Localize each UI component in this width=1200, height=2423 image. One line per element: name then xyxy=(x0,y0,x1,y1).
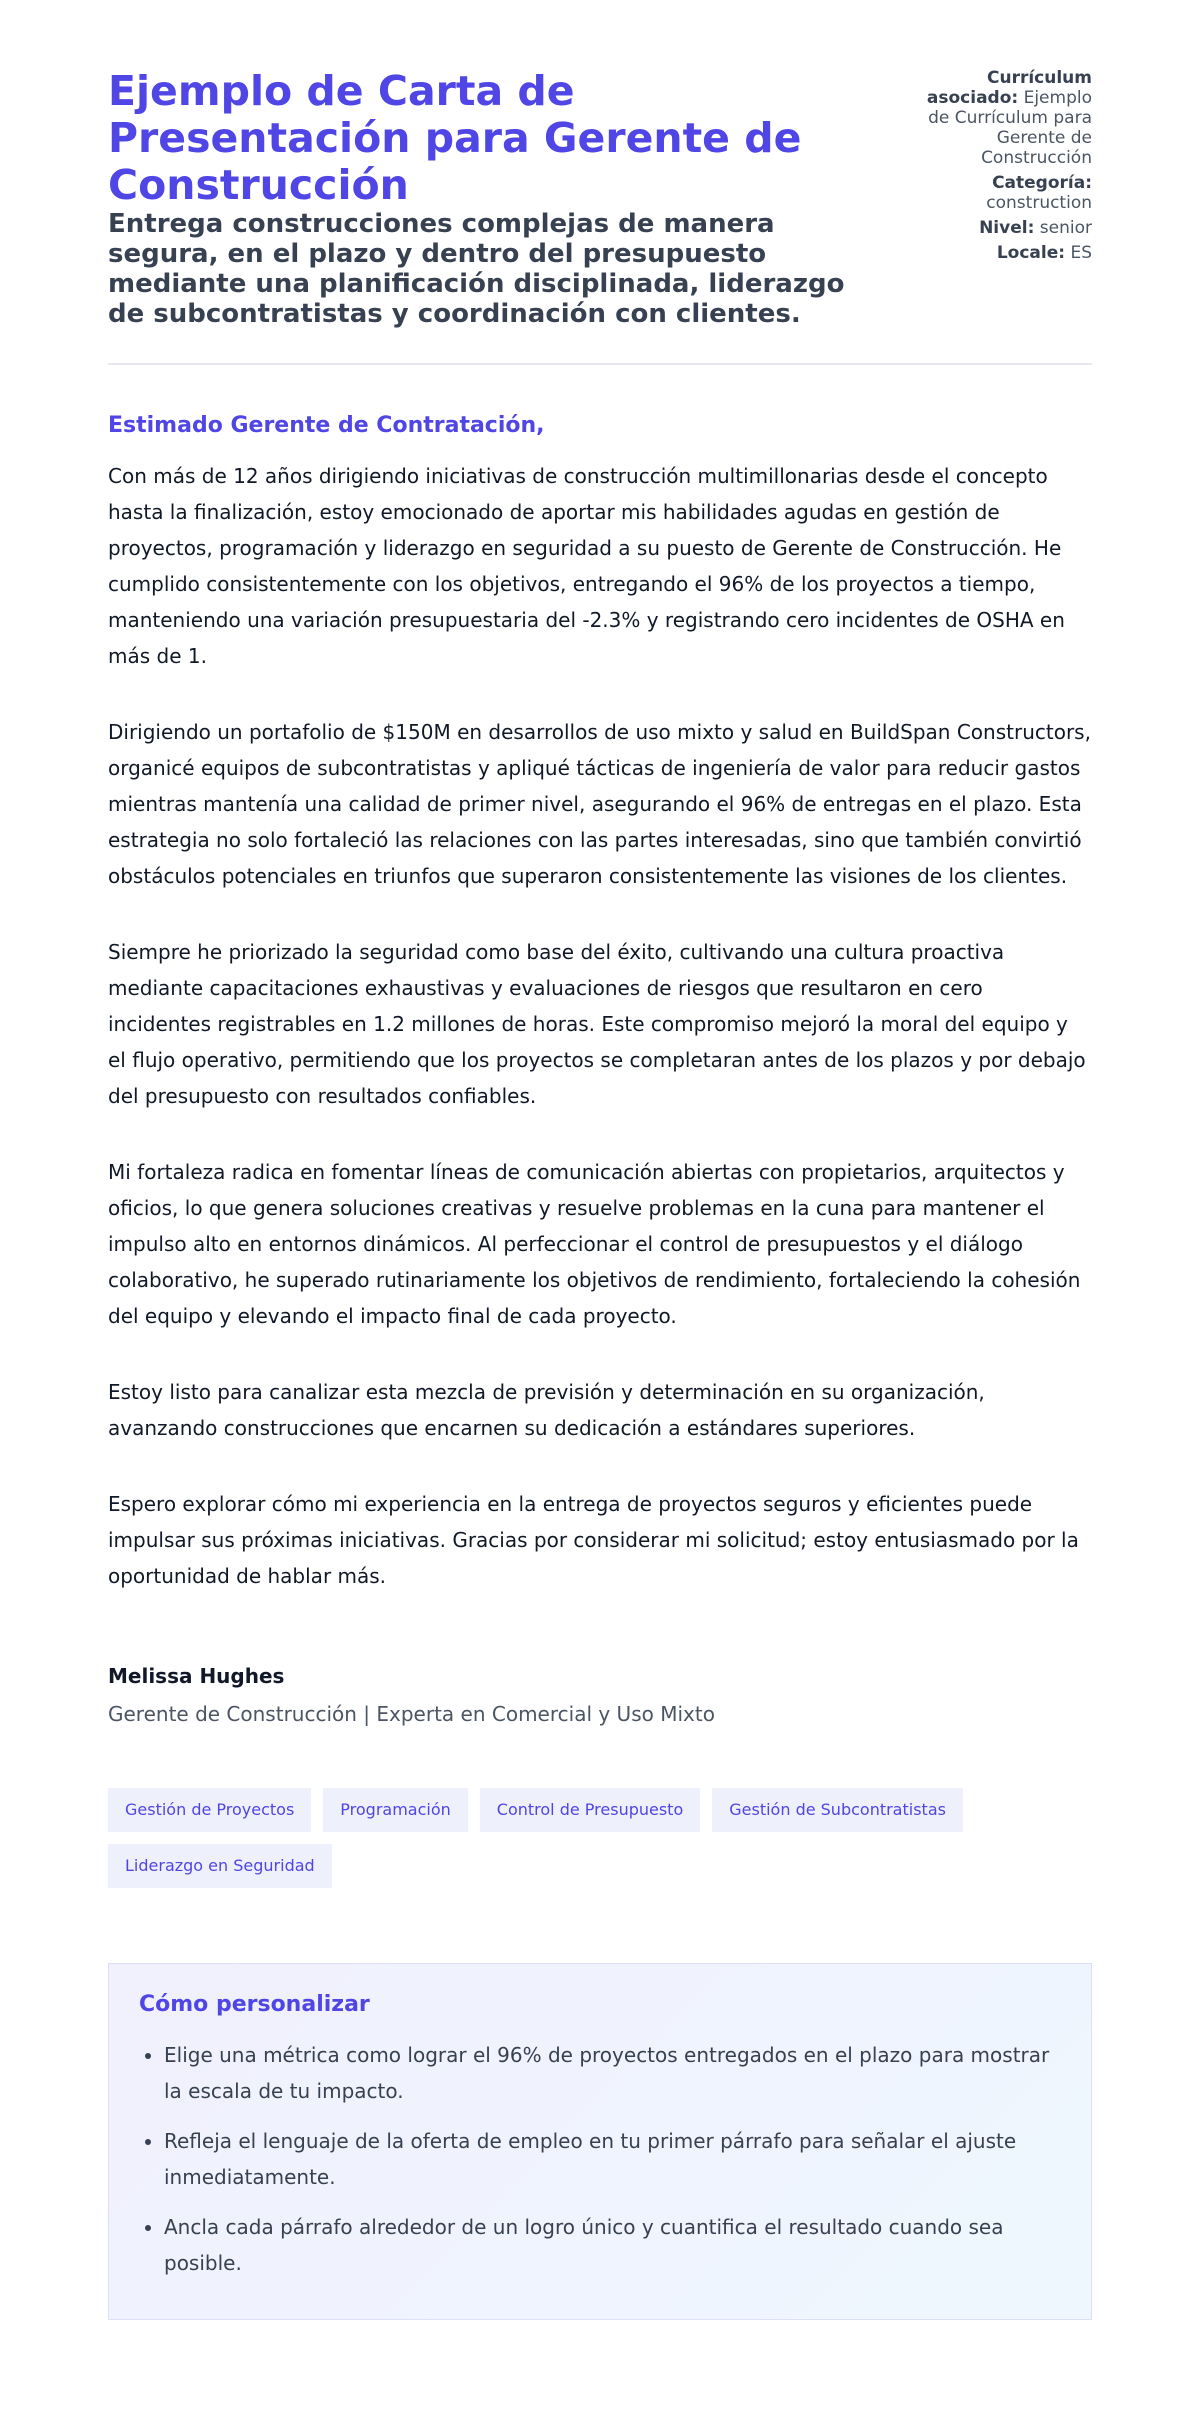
paragraph: Espero explorar cómo mi experiencia en la entrega de proyectos seguros y eficientes puede impulsar sus próximas iniciativas. Gracias por considerar mi solicitud; estoy entusiasmado por la oportunidad de hablar más. xyxy=(108,1492,1079,1588)
page-title: Ejemplo de Carta de Presentación para Gerente de Construcción xyxy=(108,67,802,209)
letter-body xyxy=(108,413,1092,1594)
skill-tag: Gestión de Proyectos xyxy=(108,1788,311,1832)
tips-title: Cómo personalizar xyxy=(139,1992,370,2017)
meta-resume: Currículum asociado: Ejemplo de Currículum para Gerente de Construcción xyxy=(926,68,1092,168)
skill-tags xyxy=(108,1788,1108,1888)
tips-list xyxy=(139,2037,1061,2281)
meta-level: Nivel: senior xyxy=(979,218,1092,238)
paragraph: Dirigiendo un portafolio de $150M en desarrollos de uso mixto y salud en BuildSpan Constructors, organicé equipos de subcontratistas y apliqué tácticas de ingeniería de valor para reducir gastos mientras mantenía una calidad de primer nivel, asegurando el 96% de entregas en el plazo. Esta estrategia no solo fortaleció las relaciones con las partes interesadas, sino que también convirtió obstáculos potenciales en triunfos que superaron consistentemente las visiones de los clientes. xyxy=(108,720,1091,888)
meta-category: Categoría: construction xyxy=(986,173,1092,213)
paragraph: Estoy listo para canalizar esta mezcla de previsión y determinación en su organización, avanzando construcciones que encarnen su dedicación a estándares superiores. xyxy=(108,1380,985,1440)
paragraph: Con más de 12 años dirigiendo iniciativas de construcción multimillonarias desde el concepto hasta la finalización, estoy emocionado de aportar mis habilidades agudas en gestión de proyectos, programación y liderazgo en seguridad a su puesto de Gerente de Construcción. He cumplido consistentemente con los objetivos, entregando el 96% de los proyectos a tiempo, manteniendo una variación presupuestaria del -2.3% y registrando cero incidentes de OSHA en más de 1. xyxy=(108,464,1065,668)
meta-locale: Locale: ES xyxy=(996,243,1092,263)
header xyxy=(108,68,1092,329)
signature-title: Gerente de Construcción | Experta en Comercial y Uso Mixto xyxy=(108,1702,715,1726)
paragraph: Siempre he priorizado la seguridad como base del éxito, cultivando una cultura proactiva mediante capacitaciones exhaustivas y evaluaciones de riesgos que resultaron en cero incidentes registrables en 1.2 millones de horas. Este compromiso mejoró la moral del equipo y el flujo operativo, permitiendo que los proyectos se completaran antes de los plazos y por debajo del presupuesto con resultados confiables. xyxy=(108,940,1086,1108)
paragraph: Mi fortaleza radica en fomentar líneas de comunicación abiertas con propietarios, arquitectos y oficios, lo que genera soluciones creativas y resuelve problemas en la cuna para mantener el impulso alto en entornos dinámicos. Al perfeccionar el control de presupuestos y el diálogo colaborativo, he superado rutinariamente los objetivos de rendimiento, fortaleciendo la cohesión del equipo y elevando el impacto final de cada proyecto. xyxy=(108,1160,1081,1328)
tip-item: • Ancla cada párrafo alrededor de un logro único y cuantifica el resultado cuando sea posible. xyxy=(164,2209,1061,2281)
skill-tag: Liderazgo en Seguridad xyxy=(108,1844,332,1888)
greeting: Estimado Gerente de Contratación, xyxy=(108,413,545,438)
page-subtitle: Entrega construcciones complejas de manera segura, en el plazo y dentro del presupuesto mediante una planificación disciplinada, liderazgo de subcontratistas y coordinación con clientes. xyxy=(108,209,845,329)
skill-tag: Control de Presupuesto xyxy=(480,1788,700,1832)
tip-item: • Refleja el lenguaje de la oferta de empleo en tu primer párrafo para señalar el ajuste inmediatamente. xyxy=(164,2123,1061,2195)
signature-name: Melissa Hughes xyxy=(108,1664,285,1688)
skill-tag: Gestión de Subcontratistas xyxy=(712,1788,963,1832)
skill-tag: Programación xyxy=(323,1788,467,1832)
tip-item: • Elige una métrica como lograr el 96% de proyectos entregados en el plazo para mostrar la escala de tu impacto. xyxy=(164,2037,1061,2109)
meta-info xyxy=(912,68,1092,268)
title-block xyxy=(108,68,882,329)
divider xyxy=(108,363,1092,365)
customize-tips-box xyxy=(108,1963,1092,2320)
